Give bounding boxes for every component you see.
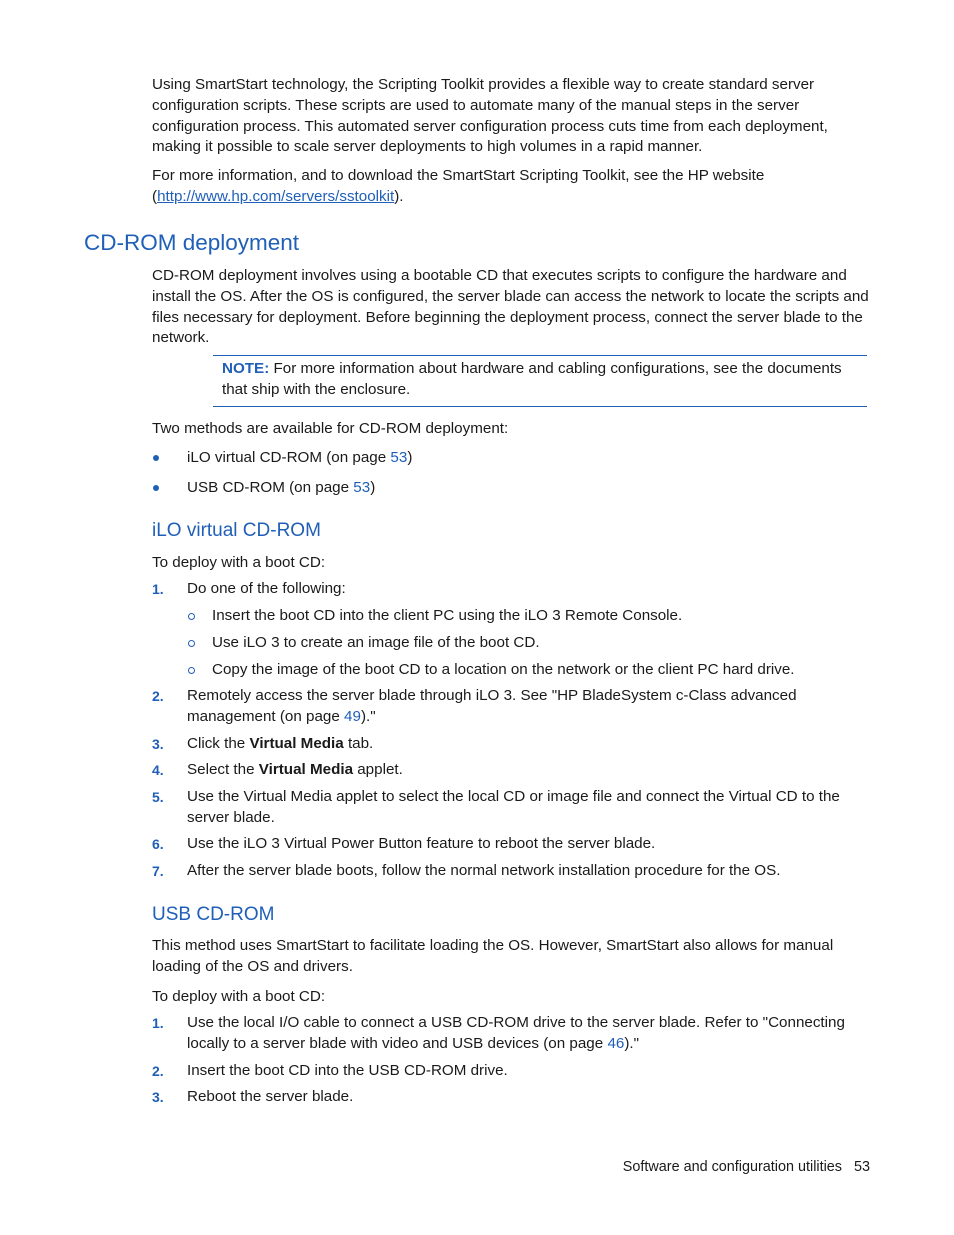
note-box bbox=[213, 355, 867, 407]
step-text-end: applet. bbox=[353, 761, 403, 778]
sstoolkit-link[interactable]: http://www.hp.com/servers/sstoolkit bbox=[157, 187, 395, 205]
step-text: Insert the boot CD into the USB CD-ROM drive. bbox=[187, 1062, 508, 1079]
method-label-end: ) bbox=[407, 449, 413, 466]
step-text-part: Remotely access the server blade through iLO 3. See "HP BladeSystem c-Class advanced management (on page bbox=[187, 687, 797, 725]
step-text: Reboot the server blade. bbox=[187, 1088, 354, 1105]
usb-cdrom-heading: USB CD-ROM bbox=[152, 904, 275, 925]
step-text-part: Use the local I/O cable to connect a USB CD-ROM drive to the server blade. Refer to "Connecting locally to a server blade with video and USB devices (on page bbox=[187, 1014, 845, 1052]
page-link-53[interactable]: 53 bbox=[353, 479, 371, 496]
circle-bullet-icon bbox=[188, 613, 195, 620]
intro-paragraph: Using SmartStart technology, the Scripting Toolkit provides a flexible way to create standard server configuration scripts. These scripts are used to automate many of the manual steps in the server configuration process. This automated server configuration process cuts time from each deployment, making it possible to scale server deployments to high volumes in a rapid manner. bbox=[152, 76, 828, 156]
step-text: Use the Virtual Media applet to select the local CD or image file and connect the Virtual CD to the server blade. bbox=[187, 788, 840, 826]
page-number: 53 bbox=[853, 1159, 870, 1175]
step-text-end: )." bbox=[624, 1034, 640, 1052]
step-text bbox=[187, 734, 863, 755]
page-footer bbox=[560, 1157, 870, 1178]
page-link-46[interactable]: 46 bbox=[607, 1034, 625, 1052]
substep-text: Copy the image of the boot CD to a location on the network or the client PC hard drive. bbox=[212, 661, 795, 678]
page-link-49[interactable]: 49 bbox=[344, 707, 361, 725]
method-label-end: ) bbox=[370, 479, 376, 496]
step-text bbox=[187, 1013, 863, 1055]
step-number: 2. bbox=[152, 1063, 164, 1079]
step-number: 7. bbox=[152, 863, 164, 879]
circle-bullet-icon bbox=[188, 640, 195, 647]
methods-intro: Two methods are available for CD-ROM deployment: bbox=[152, 420, 509, 437]
ilo-virtual-cdrom-heading: iLO virtual CD-ROM bbox=[152, 520, 321, 541]
method-ilo-text bbox=[187, 448, 412, 469]
cdrom-paragraph: CD-ROM deployment involves using a bootable CD that executes scripts to configure the hardware and install the OS. After the OS is configured, the server blade can access the network to locate the scripts and files necessary for deployment. Before beginning the deployment process, connect the server blade to the network. bbox=[152, 267, 869, 347]
usb-intro: To deploy with a boot CD: bbox=[152, 988, 326, 1005]
step-text bbox=[187, 686, 863, 728]
substep-text: Use iLO 3 to create an image file of the boot CD. bbox=[212, 634, 540, 651]
virtual-media-applet-label: Virtual Media bbox=[258, 761, 354, 778]
toolkit-info-end: ). bbox=[394, 187, 404, 205]
step-number: 1. bbox=[152, 1015, 164, 1031]
step-number: 4. bbox=[152, 762, 164, 778]
ilo-intro: To deploy with a boot CD: bbox=[152, 554, 326, 571]
step-number: 1. bbox=[152, 581, 164, 597]
step-number: 5. bbox=[152, 789, 164, 805]
note-label: NOTE: bbox=[222, 360, 270, 377]
substep-text: Insert the boot CD into the client PC using the iLO 3 Remote Console. bbox=[212, 607, 683, 624]
step-text bbox=[187, 760, 863, 781]
footer-section-title: Software and configuration utilities bbox=[622, 1159, 842, 1175]
circle-bullet-icon bbox=[188, 667, 195, 674]
step-text-end: )." bbox=[360, 707, 376, 725]
toolkit-info-text: For more information, and to download the SmartStart Scripting Toolkit, see the HP website ( bbox=[152, 167, 765, 205]
step-text: After the server blade boots, follow the normal network installation procedure for the OS. bbox=[187, 862, 781, 879]
note-body: For more information about hardware and cabling configurations, see the documents that ship with the enclosure. bbox=[222, 360, 842, 398]
step-text-part: Select the bbox=[187, 761, 259, 778]
step-number: 6. bbox=[152, 836, 164, 852]
step-text-end: tab. bbox=[343, 735, 374, 752]
step-text: Do one of the following: bbox=[187, 580, 346, 597]
usb-paragraph: This method uses SmartStart to facilitate loading the OS. However, SmartStart also allows for manual loading of the OS and drivers. bbox=[152, 937, 834, 975]
page-link-53[interactable]: 53 bbox=[390, 449, 408, 466]
toolkit-info-paragraph bbox=[152, 166, 872, 208]
method-usb-text bbox=[187, 478, 375, 499]
cdrom-deployment-heading: CD-ROM deployment bbox=[84, 230, 300, 255]
note-text bbox=[222, 359, 862, 401]
step-number: 2. bbox=[152, 688, 164, 704]
bullet-icon bbox=[153, 485, 159, 491]
method-label: iLO virtual CD-ROM (on page bbox=[187, 449, 391, 466]
bullet-icon bbox=[153, 455, 159, 461]
virtual-media-tab-label: Virtual Media bbox=[249, 735, 344, 752]
step-number: 3. bbox=[152, 1089, 164, 1105]
step-text: Use the iLO 3 Virtual Power Button feature to reboot the server blade. bbox=[187, 835, 656, 852]
step-number: 3. bbox=[152, 736, 164, 752]
step-text-part: Click the bbox=[187, 735, 250, 752]
method-label: USB CD-ROM (on page bbox=[187, 479, 354, 496]
